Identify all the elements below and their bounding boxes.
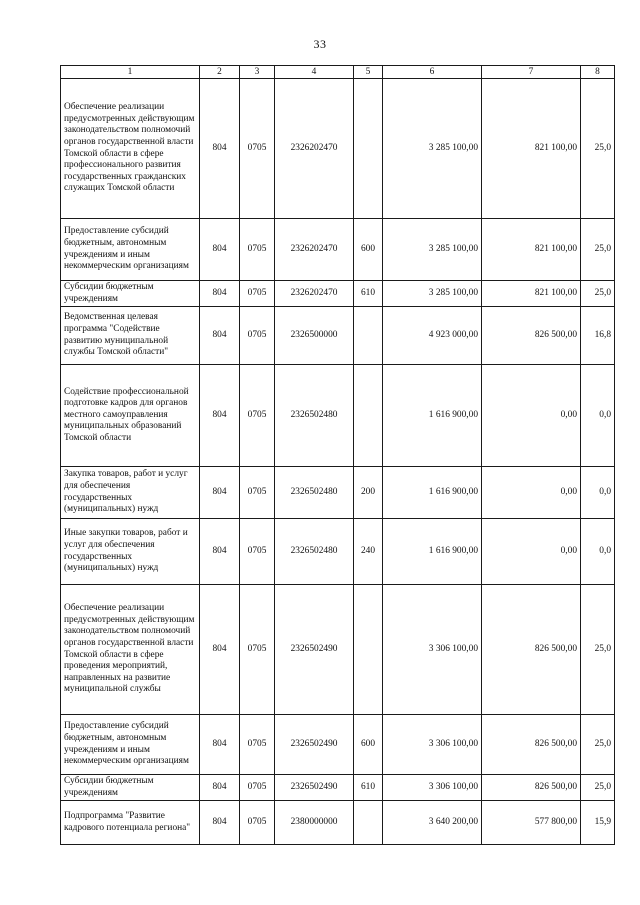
table-row bbox=[61, 307, 615, 365]
column-header-4: 4 bbox=[275, 66, 354, 79]
cell-ministry-code: 804 bbox=[200, 219, 240, 281]
cell-section-code: 0705 bbox=[240, 585, 275, 715]
cell-actual-amount: 826 500,00 bbox=[482, 307, 581, 365]
row-name: Закупка товаров, работ и услуг для обеспечения государственных (муниципальных) нужд bbox=[61, 467, 200, 519]
cell-percent: 0,0 bbox=[581, 467, 615, 519]
column-header-3: 3 bbox=[240, 66, 275, 79]
cell-actual-amount: 826 500,00 bbox=[482, 585, 581, 715]
cell-ministry-code: 804 bbox=[200, 801, 240, 845]
cell-actual-amount: 821 100,00 bbox=[482, 219, 581, 281]
cell-actual-amount: 821 100,00 bbox=[482, 79, 581, 219]
cell-expense-type: 610 bbox=[354, 775, 383, 801]
cell-actual-amount: 0,00 bbox=[482, 365, 581, 467]
cell-percent: 0,0 bbox=[581, 519, 615, 585]
cell-percent: 25,0 bbox=[581, 219, 615, 281]
cell-expense-type: 610 bbox=[354, 281, 383, 307]
cell-actual-amount: 821 100,00 bbox=[482, 281, 581, 307]
cell-expense-type bbox=[354, 365, 383, 467]
cell-plan-amount: 3 285 100,00 bbox=[383, 281, 482, 307]
cell-target-code: 2326502490 bbox=[275, 775, 354, 801]
table-row bbox=[61, 79, 615, 219]
cell-target-code: 2326502490 bbox=[275, 585, 354, 715]
cell-ministry-code: 804 bbox=[200, 467, 240, 519]
cell-section-code: 0705 bbox=[240, 775, 275, 801]
cell-target-code: 2326202470 bbox=[275, 79, 354, 219]
cell-percent: 15,9 bbox=[581, 801, 615, 845]
cell-ministry-code: 804 bbox=[200, 775, 240, 801]
cell-percent: 25,0 bbox=[581, 715, 615, 775]
row-name: Обеспечение реализации предусмотренных действующим законодательством полномочий органов государственной власти Томской области в сфере проведения мероприятий, направленных на развитие муниципальной службы bbox=[61, 585, 200, 715]
cell-ministry-code: 804 bbox=[200, 585, 240, 715]
cell-section-code: 0705 bbox=[240, 519, 275, 585]
cell-expense-type bbox=[354, 79, 383, 219]
cell-section-code: 0705 bbox=[240, 365, 275, 467]
cell-percent: 16,8 bbox=[581, 307, 615, 365]
column-header-7: 7 bbox=[482, 66, 581, 79]
table-row bbox=[61, 467, 615, 519]
cell-ministry-code: 804 bbox=[200, 307, 240, 365]
row-name: Обеспечение реализации предусмотренных действующим законодательством полномочий органов государственной власти Томской области в сфере профессионального развития государственных гражданских служащих Томской области bbox=[61, 79, 200, 219]
table-row bbox=[61, 365, 615, 467]
cell-ministry-code: 804 bbox=[200, 519, 240, 585]
cell-plan-amount: 3 640 200,00 bbox=[383, 801, 482, 845]
column-header-5: 5 bbox=[354, 66, 383, 79]
cell-section-code: 0705 bbox=[240, 801, 275, 845]
table-row bbox=[61, 219, 615, 281]
cell-expense-type bbox=[354, 585, 383, 715]
cell-target-code: 2326502480 bbox=[275, 365, 354, 467]
cell-expense-type: 200 bbox=[354, 467, 383, 519]
table-row bbox=[61, 801, 615, 845]
row-name: Предоставление субсидий бюджетным, автономным учреждениям и иным некоммерческим организациям bbox=[61, 715, 200, 775]
cell-expense-type: 240 bbox=[354, 519, 383, 585]
cell-plan-amount: 3 285 100,00 bbox=[383, 79, 482, 219]
row-name: Содействие профессиональной подготовке кадров для органов местного самоуправления муниципальных образований Томской области bbox=[61, 365, 200, 467]
row-name: Иные закупки товаров, работ и услуг для обеспечения государственных (муниципальных) нужд bbox=[61, 519, 200, 585]
cell-expense-type: 600 bbox=[354, 715, 383, 775]
cell-target-code: 2326502490 bbox=[275, 715, 354, 775]
cell-percent: 25,0 bbox=[581, 79, 615, 219]
cell-plan-amount: 3 306 100,00 bbox=[383, 585, 482, 715]
cell-actual-amount: 826 500,00 bbox=[482, 715, 581, 775]
table-row bbox=[61, 715, 615, 775]
page-number: 33 bbox=[313, 37, 327, 51]
column-header-2: 2 bbox=[200, 66, 240, 79]
cell-ministry-code: 804 bbox=[200, 281, 240, 307]
budget-table bbox=[60, 65, 615, 845]
column-header-8: 8 bbox=[581, 66, 615, 79]
cell-percent: 25,0 bbox=[581, 775, 615, 801]
cell-target-code: 2326502480 bbox=[275, 519, 354, 585]
row-name: Подпрограмма "Развитие кадрового потенциала региона" bbox=[61, 801, 200, 845]
cell-section-code: 0705 bbox=[240, 219, 275, 281]
row-name: Субсидии бюджетным учреждениям bbox=[61, 775, 200, 801]
cell-target-code: 2326202470 bbox=[275, 219, 354, 281]
cell-actual-amount: 0,00 bbox=[482, 467, 581, 519]
cell-section-code: 0705 bbox=[240, 715, 275, 775]
cell-plan-amount: 1 616 900,00 bbox=[383, 467, 482, 519]
cell-expense-type bbox=[354, 801, 383, 845]
cell-actual-amount: 0,00 bbox=[482, 519, 581, 585]
cell-ministry-code: 804 bbox=[200, 79, 240, 219]
cell-percent: 25,0 bbox=[581, 585, 615, 715]
cell-section-code: 0705 bbox=[240, 467, 275, 519]
table-row bbox=[61, 775, 615, 801]
cell-plan-amount: 4 923 000,00 bbox=[383, 307, 482, 365]
cell-target-code: 2326502480 bbox=[275, 467, 354, 519]
header-row bbox=[61, 66, 615, 79]
cell-plan-amount: 3 306 100,00 bbox=[383, 775, 482, 801]
row-name: Субсидии бюджетным учреждениям bbox=[61, 281, 200, 307]
column-header-6: 6 bbox=[383, 66, 482, 79]
cell-actual-amount: 826 500,00 bbox=[482, 775, 581, 801]
cell-plan-amount: 1 616 900,00 bbox=[383, 519, 482, 585]
cell-section-code: 0705 bbox=[240, 281, 275, 307]
cell-plan-amount: 3 285 100,00 bbox=[383, 219, 482, 281]
cell-percent: 25,0 bbox=[581, 281, 615, 307]
cell-expense-type bbox=[354, 307, 383, 365]
cell-percent: 0,0 bbox=[581, 365, 615, 467]
cell-section-code: 0705 bbox=[240, 307, 275, 365]
cell-plan-amount: 3 306 100,00 bbox=[383, 715, 482, 775]
table-row bbox=[61, 519, 615, 585]
cell-plan-amount: 1 616 900,00 bbox=[383, 365, 482, 467]
cell-ministry-code: 804 bbox=[200, 715, 240, 775]
row-name: Ведомственная целевая программа "Содействие развитию муниципальной службы Томской области" bbox=[61, 307, 200, 365]
cell-target-code: 2326500000 bbox=[275, 307, 354, 365]
table-row bbox=[61, 281, 615, 307]
cell-actual-amount: 577 800,00 bbox=[482, 801, 581, 845]
cell-expense-type: 600 bbox=[354, 219, 383, 281]
row-name: Предоставление субсидий бюджетным, автономным учреждениям и иным некоммерческим организациям bbox=[61, 219, 200, 281]
cell-target-code: 2326202470 bbox=[275, 281, 354, 307]
cell-ministry-code: 804 bbox=[200, 365, 240, 467]
column-header-1: 1 bbox=[61, 66, 200, 79]
table-row bbox=[61, 585, 615, 715]
cell-section-code: 0705 bbox=[240, 79, 275, 219]
cell-target-code: 2380000000 bbox=[275, 801, 354, 845]
